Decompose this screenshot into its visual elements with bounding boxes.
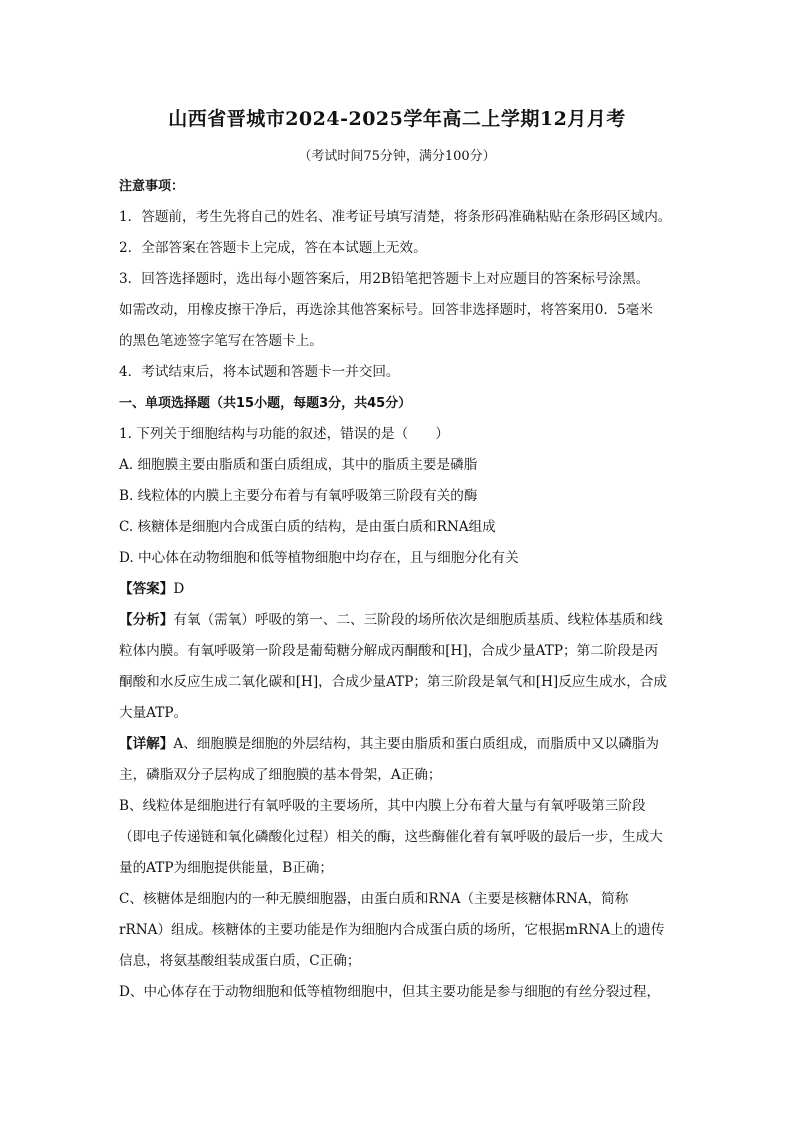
notice-line: 2．全部答案在答题卡上完成，答在本试题上无效。 (119, 240, 427, 256)
notice-line: 4．考试结束后，将本试题和答题卡一并交回。 (119, 364, 400, 380)
question-option-c: C. 核糖体是细胞内合成蛋白质的结构，是由蛋白质和RNA组成 (119, 519, 496, 535)
section-heading: 一、单项选择题（共15小题，每题3分，共45分） (119, 396, 412, 411)
detail-tag: 【详解】 (119, 736, 174, 752)
detail-line: B、线粒体是细胞进行有氧呼吸的主要场所，其中内膜上分布着大量与有氧呼吸第三阶段 (119, 798, 646, 814)
notice-line: 的黑色笔迹签字笔写在答题卡上。 (119, 333, 323, 349)
analysis-line: 粒体内膜。有氧呼吸第一阶段是葡萄糖分解成丙酮酸和[H]，合成少量ATP；第二阶段是丙 (119, 643, 659, 659)
answer-value: D (173, 581, 185, 597)
answer-tag: 【答案】 (119, 581, 174, 597)
notice-line: 3．回答选择题时，选出每小题答案后，用2B铅笔把答题卡上对应题目的答案标号涂黑。 (119, 271, 650, 287)
question-stem: 1. 下列关于细胞结构与功能的叙述，错误的是（ ） (119, 426, 449, 442)
detail-line: 信息，将氨基酸组装成蛋白质，C正确； (119, 953, 361, 969)
analysis-tag: 【分析】 (119, 612, 174, 628)
question-option-b: B. 线粒体的内膜上主要分布着与有氧呼吸第三阶段有关的酶 (119, 488, 478, 504)
analysis-line: 酮酸和水反应生成二氧化碳和[H]，合成少量ATP；第三阶段是氧气和[H]反应生成水，合成 (119, 674, 667, 690)
notice-line: 1．答题前，考生先将自己的姓名、准考证号填写清楚，将条形码准确粘贴在条形码区域内。 (119, 209, 672, 225)
detail-line: rRNA）组成。核糖体的主要功能是作为细胞内合成蛋白质的场所，它根据mRNA上的遗传 (119, 922, 665, 938)
exam-info: （考试时间75分钟，满分100分） (298, 149, 496, 164)
detail-line: C、核糖体是细胞内的一种无膜细胞器，由蛋白质和RNA（主要是核糖体RNA，简称 (119, 891, 629, 907)
notice-line: 如需改动，用橡皮擦干净后，再选涂其他答案标号。回答非选择题时，将答案用0．5毫米 (119, 302, 653, 318)
detail-line: （即电子传递链和氧化磷酸化过程）相关的酶，这些酶催化着有氧呼吸的最后一步，生成大 (119, 829, 663, 845)
notice-heading: 注意事项： (119, 179, 185, 194)
question-option-d: D. 中心体在动物细胞和低等植物细胞中均存在，且与细胞分化有关 (119, 550, 519, 566)
detail-line: 量的ATP为细胞提供能量，B正确； (119, 860, 333, 876)
analysis-line: 大量ATP。 (119, 705, 188, 721)
detail-line: 主，磷脂双分子层构成了细胞膜的基本骨架，A正确； (119, 767, 442, 783)
analysis-text: 有氧（需氧）呼吸的第一、二、三阶段的场所依次是细胞质基质、线粒体基质和线 (173, 612, 663, 628)
document-body (119, 171, 685, 1008)
question-option-a: A. 细胞膜主要由脂质和蛋白质组成，其中的脂质主要是磷脂 (119, 457, 478, 473)
detail-line: D、中心体存在于动物细胞和低等植物细胞中，但其主要功能是参与细胞的有丝分裂过程， (119, 984, 661, 1000)
analysis-line (119, 605, 685, 636)
detail-line (119, 729, 685, 760)
page-title: 山西省晋城市2024-2025学年高二上学期12月月考 (168, 108, 626, 130)
detail-text: A、细胞膜是细胞的外层结构，其主要由脂质和蛋白质组成，而脂质中又以磷脂为 (173, 736, 659, 752)
answer-line (119, 574, 685, 605)
